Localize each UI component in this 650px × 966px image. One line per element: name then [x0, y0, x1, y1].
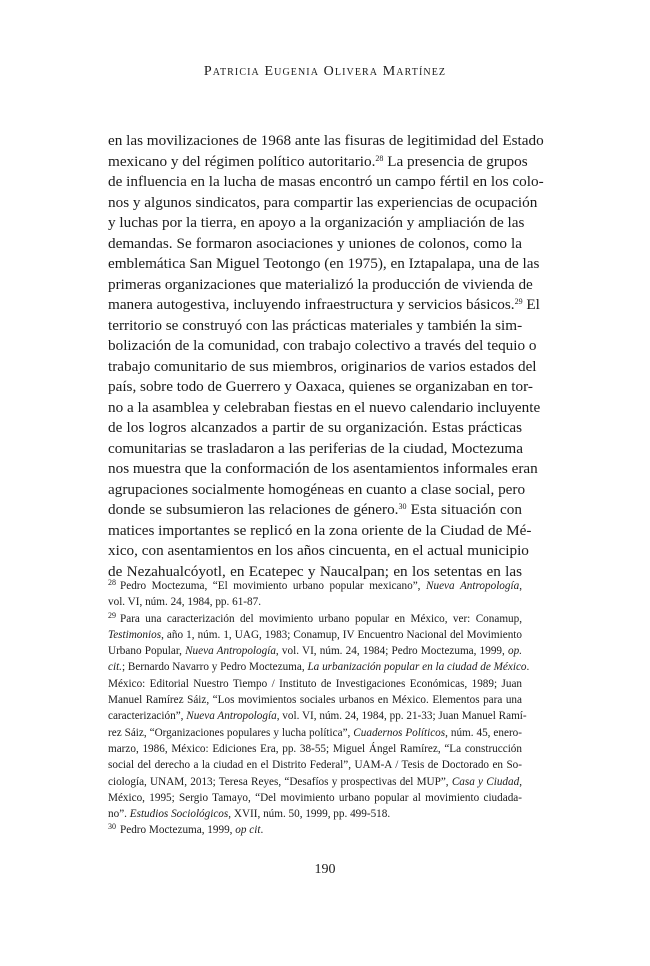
- text-run: México, 1995; Sergio Tamayo, “Del movimiento urbano popular al movimiento ciudada-: [108, 791, 522, 804]
- body-line: [108, 521, 532, 542]
- text-run: en las movilizaciones de 1968 ante las fisuras de legitimidad del Estado: [108, 132, 544, 149]
- text-run: nos y algunos sindicatos, para compartir las experiencias de ocupación: [108, 193, 538, 211]
- text-run: ,: [519, 580, 522, 592]
- italic-run: Cuadernos Políticos: [353, 726, 446, 739]
- body-line: [108, 357, 537, 378]
- text-run: de influencia en la lucha de masas encontró un campo fértil en los colo-: [108, 173, 544, 190]
- body-line: [108, 480, 526, 501]
- text-run: país, sobre todo de Guerrero y Oaxaca, quienes se organizaban en tor-: [108, 378, 533, 395]
- body-line: [108, 439, 522, 460]
- body-line: [108, 336, 537, 357]
- text-run: donde se subsumieron las relaciones de género.: [108, 501, 399, 518]
- footnote-line: [108, 741, 522, 757]
- footnote-line: [108, 659, 530, 675]
- page-number: 190: [314, 862, 336, 877]
- text-run: ; Bernardo Navarro y Pedro Moctezuma,: [121, 661, 308, 674]
- italic-run: Casa y Ciudad: [451, 775, 520, 788]
- text-run: comunitarias se trasladaron a las periferias de la ciudad, Moctezuma: [108, 439, 523, 457]
- text-run: nos muestra que la conformación de los asentamientos informales eran: [108, 460, 538, 477]
- italic-run: Nueva Antropología: [186, 710, 277, 723]
- text-run: caracterización”,: [108, 710, 187, 723]
- body-line: [108, 377, 533, 398]
- text-run: agrupaciones socialmente homogéneas en cuanto a clase social, pero: [108, 480, 526, 498]
- body-line: [108, 131, 544, 152]
- text-run: .: [526, 661, 530, 674]
- footnote-line: [108, 822, 522, 838]
- italic-run: Nueva Antropología: [426, 580, 520, 592]
- footnote-line: [108, 627, 522, 643]
- text-run: de los logros alcanzados a partir de su organización. Estas prácticas: [108, 419, 522, 436]
- text-run: trabajo comunitario de sus miembros, originarios de varios estados del: [108, 357, 537, 375]
- footnote-line: [108, 790, 522, 806]
- text-run: marzo, 1986, México: Ediciones Era, pp. 38-55; Miguel Ángel Ramírez, “La construcción: [108, 742, 522, 755]
- italic-run: op.: [508, 645, 522, 658]
- footnote-line: [108, 594, 522, 610]
- body-line: [108, 234, 522, 255]
- text-run: vol. VI, núm. 24, 1984, pp. 61-87.: [108, 596, 261, 609]
- body-line: [108, 152, 528, 173]
- footnote-line: [108, 692, 522, 708]
- italic-run: Estudios Sociológicos: [129, 808, 229, 821]
- body-line: [108, 398, 541, 419]
- text-run: Esta situación con: [406, 501, 522, 518]
- text-run: xico, con asentamientos en los años cincuenta, en el actual municipio: [108, 542, 529, 559]
- text-run: mexicano y del régimen político autoritario.: [108, 152, 376, 170]
- footnote-line: [108, 611, 522, 627]
- text-run: , núm. 45, enero-: [445, 726, 522, 739]
- text-run: primeras organizaciones que materializó la producción de vivienda de: [108, 275, 533, 293]
- footnote-line: [108, 676, 522, 692]
- text-run: emblemática San Miguel Teotongo (en 1975), en Iztapalapa, una de las: [108, 255, 540, 272]
- italic-run: op cit: [235, 824, 261, 837]
- text-run: bolización de la comunidad, con trabajo colectivo a través del tequio o: [108, 337, 537, 354]
- footnote-number: 28: [108, 578, 116, 587]
- body-line: [108, 541, 529, 562]
- text-run: rez Sáiz, “Organizaciones populares y lucha política”,: [108, 726, 354, 739]
- text-run: Pedro Moctezuma, “El movimiento urbano popular mexicano”,: [120, 580, 427, 592]
- footnote-ref: 29: [514, 297, 523, 306]
- italic-run: Nueva Antropología: [185, 645, 276, 658]
- footnote-ref: 30: [398, 502, 407, 511]
- footnote-line: [108, 725, 522, 741]
- body-line: [108, 254, 540, 275]
- footnote-line: [108, 757, 522, 773]
- text-run: , vol. VI, núm. 24, 1984; Pedro Moctezuma, 1999,: [275, 645, 508, 658]
- text-run: El: [522, 296, 540, 313]
- text-run: social del derecho a la ciudad en el Distrito Federal”, UAM-A / Tesis de Doctorado en So-: [108, 759, 522, 772]
- body-text: [108, 131, 544, 582]
- body-line: [108, 193, 538, 214]
- text-run: , vol. VI, núm. 24, 1984, pp. 21-33; Juan Manuel Ramí-: [276, 710, 527, 723]
- body-line: [108, 316, 522, 337]
- text-run: ,: [519, 775, 522, 788]
- text-run: , XVII, núm. 50, 1999, pp. 499-518.: [228, 808, 391, 821]
- body-line: [108, 213, 525, 234]
- footnote-line: [108, 708, 527, 724]
- footnote-line: [108, 578, 522, 594]
- footnote-number: 30: [108, 822, 116, 832]
- italic-run: La urbanización popular en la ciudad de México: [307, 661, 527, 674]
- body-line: [108, 418, 522, 439]
- text-run: no”.: [108, 808, 130, 821]
- text-run: y luchas por la tierra, en apoyo a la organización y ampliación de las: [108, 214, 525, 231]
- body-line: [108, 500, 522, 521]
- body-line: [108, 172, 544, 193]
- text-run: Manuel Ramírez Sáiz, “Los movimientos sociales urbanos en México. Elementos para una: [108, 694, 522, 707]
- text-run: , año 1, núm. 1, UAG, 1983; Conamup, IV Encuentro Nacional del Movimiento: [161, 628, 522, 641]
- footnote-number: 29: [108, 610, 116, 620]
- body-line: [108, 275, 533, 296]
- footnote-line: [108, 806, 522, 822]
- body-line: [108, 295, 540, 316]
- footnote-ref: 28: [375, 153, 384, 163]
- footnotes: [108, 578, 530, 839]
- text-run: de Nezahualcóyotl, en Ecatepec y Naucalpan; en los setentas en las: [108, 562, 522, 580]
- text-run: no a la asamblea y celebraban fiestas en el nuevo calendario incluyente: [108, 398, 541, 416]
- italic-run: Testimonios: [108, 628, 162, 641]
- text-run: México: Editorial Nuestro Tiempo / Instituto de Investigaciones Económicas, 1989; Juan: [108, 677, 522, 690]
- text-run: manera autogestiva, incluyendo infraestructura y servicios básicos.: [108, 296, 515, 313]
- text-run: demandas. Se formaron asociaciones y uniones de colonos, como la: [108, 234, 522, 252]
- text-run: .: [260, 824, 264, 837]
- text-run: ciología, UNAM, 2013; Teresa Reyes, “Desafíos y prospectivas del MUP”,: [108, 775, 452, 788]
- text-run: Urbano Popular,: [108, 645, 186, 658]
- text-run: La presencia de grupos: [383, 152, 528, 170]
- footnote-line: [108, 643, 522, 659]
- body-line: [108, 459, 538, 480]
- text-run: Pedro Moctezuma, 1999,: [120, 824, 236, 837]
- footnote-line: [108, 774, 522, 790]
- running-head: Patricia Eugenia Olivera Martínez: [203, 64, 447, 79]
- text-run: matices importantes se replicó en la zona oriente de la Ciudad de Mé-: [108, 521, 532, 539]
- text-run: Para una caracterización del movimiento urbano popular en México, ver: Conamup,: [120, 612, 522, 625]
- italic-run: cit.: [108, 661, 122, 674]
- text-run: territorio se construyó con las prácticas materiales y también la sim-: [108, 316, 523, 334]
